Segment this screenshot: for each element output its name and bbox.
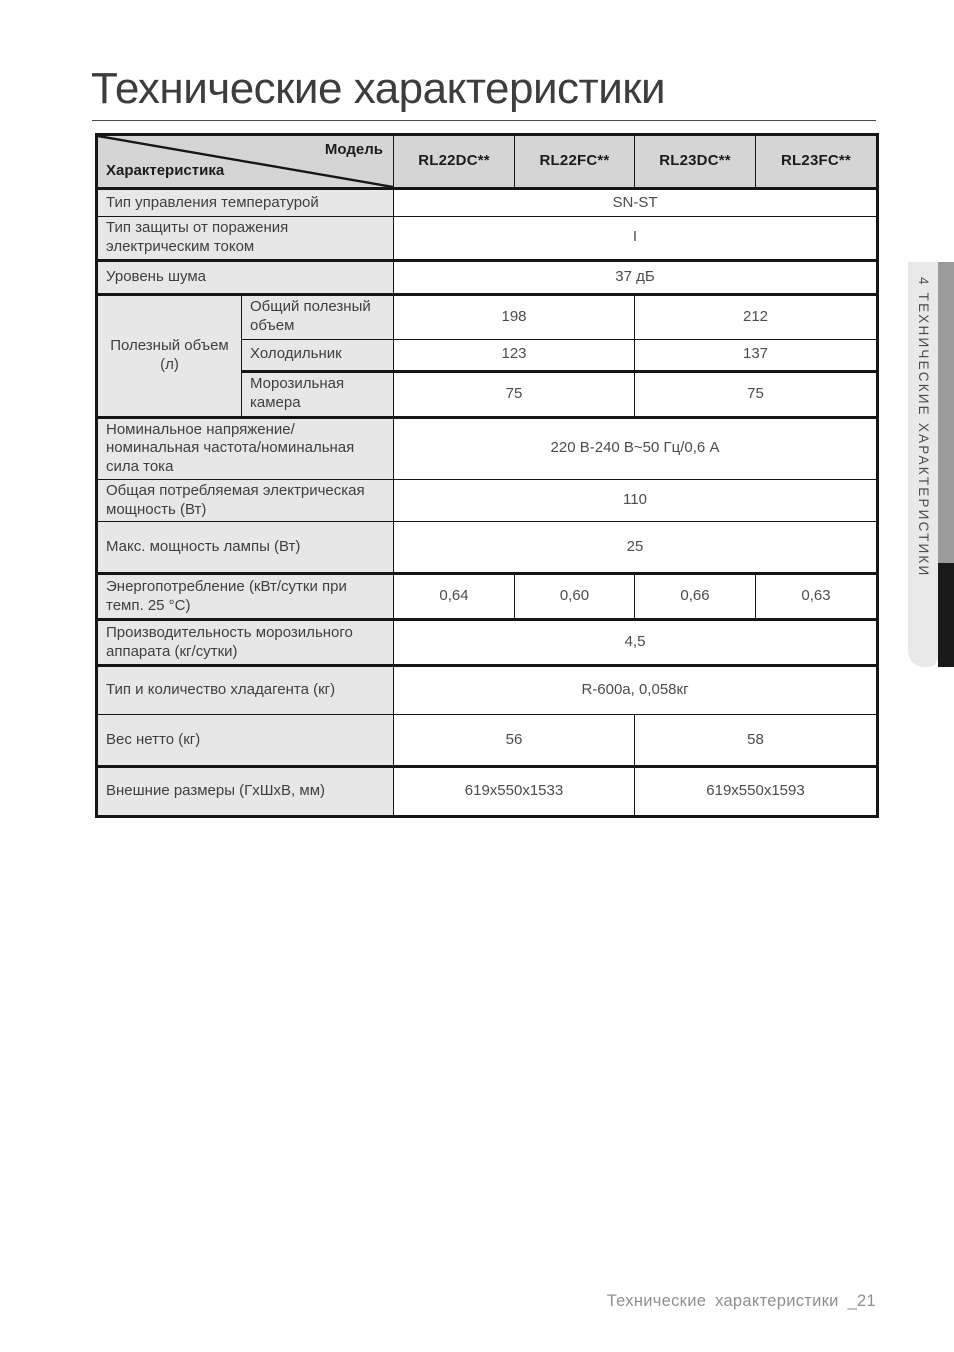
spec-row [97,479,878,522]
model-header: RL23DC** [635,135,756,189]
spec-row [97,666,878,715]
spec-value: 123 [394,339,635,371]
spec-value: 0,60 [515,574,635,620]
spec-value: 4,5 [394,620,878,666]
page-edge-strip-gray [938,262,954,563]
spec-label: Производительность морозильного аппарата (кг/сутки) [97,620,394,666]
spec-value: 0,66 [635,574,756,620]
spec-value: 75 [394,371,635,417]
spec-value: R-600a, 0,058кг [394,666,878,715]
spec-value: 137 [635,339,878,371]
spec-row [97,574,878,620]
spec-label: Тип защиты от поражения электрическим током [97,217,394,261]
spec-label: Общая потребляемая электрическая мощность (Вт) [97,479,394,522]
page-footer: Технические характеристики _21 [606,1292,876,1310]
spec-sublabel: Холодильник [242,339,394,371]
spec-label: Энергопотребление (кВт/сутки при темп. 25 °C) [97,574,394,620]
spec-value: 110 [394,479,878,522]
spec-value: 56 [394,715,635,767]
spec-sublabel: Общий полезный объем [242,294,394,339]
spec-value: 220 В-240 В~50 Гц/0,6 А [394,417,878,479]
spec-value: 198 [394,294,635,339]
corner-cell [97,135,394,189]
chapter-side-tab-label: 4 ТЕХНИЧЕСКИЕ ХАРАКТЕРИСТИКИ [916,277,931,578]
corner-characteristic-label: Характеристика [106,162,225,180]
spec-value: 619x550x1593 [635,767,878,817]
spec-row [97,189,878,217]
page-title: Технические характеристики [91,64,666,113]
specifications-table [95,133,879,818]
page-edge-strip-black [938,563,954,667]
spec-group-label: Полезный объем (л) [97,294,242,417]
spec-sublabel: Морозильная камера [242,371,394,417]
spec-value: 75 [635,371,878,417]
spec-label: Уровень шума [97,260,394,294]
model-header: RL22FC** [515,135,635,189]
header-row [97,135,878,189]
spec-value: 25 [394,522,878,574]
spec-row [97,417,878,479]
spec-label: Тип и количество хладагента (кг) [97,666,394,715]
spec-label: Внешние размеры (ГхШхВ, мм) [97,767,394,817]
spec-value: 37 дБ [394,260,878,294]
corner-model-label: Модель [324,141,383,158]
model-header: RL23FC** [756,135,878,189]
spec-label: Тип управления температурой [97,189,394,217]
spec-label: Номинальное напряжение/ номинальная частота/номинальная сила тока [97,417,394,479]
spec-value: 0,64 [394,574,515,620]
spec-row [97,620,878,666]
spec-label: Вес нетто (кг) [97,715,394,767]
title-underline [92,120,876,121]
spec-value: 212 [635,294,878,339]
spec-value: 58 [635,715,878,767]
spec-value: 0,63 [756,574,878,620]
spec-label: Макс. мощность лампы (Вт) [97,522,394,574]
spec-value: SN-ST [394,189,878,217]
spec-row [97,522,878,574]
spec-row [97,260,878,294]
spec-row [97,767,878,817]
spec-row [97,217,878,261]
spec-row [97,294,878,339]
spec-row [97,715,878,767]
spec-value: I [394,217,878,261]
spec-value: 619x550x1533 [394,767,635,817]
model-header: RL22DC** [394,135,515,189]
